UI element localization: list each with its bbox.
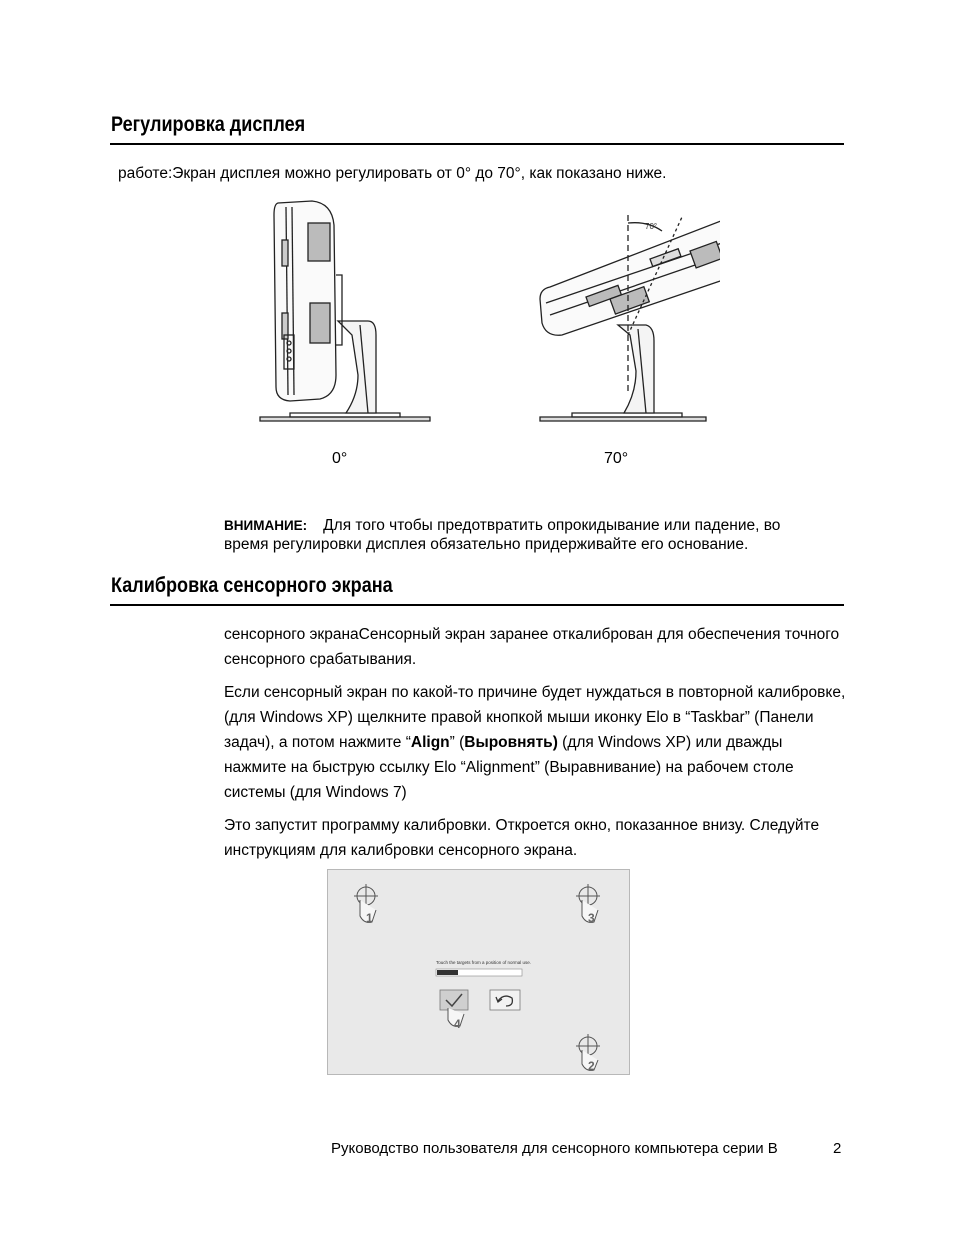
angle-label: 70° [645,222,658,231]
paragraph-recalibration: Если сенсорный экран по какой-то причине будет нуждаться в повторной калибровке, (для Windows XP) щелкните правой кнопкой мыши иконку Elo в “Taskbar” (Панели задач), а потом нажмите “Align” (Выровнять) (для Windows XP) или дважды нажмите на быструю ссылку Elo “Alignment” (Выравнивание) на рабочем столе системы (для Windows 7) [224,684,846,801]
page-number: 2 [833,1140,842,1157]
warning-block [224,516,854,554]
warning-line-1: Для того чтобы предотвратить опрокидывание или падение, во [323,517,781,534]
section-heading-touchscreen-calibration: Калибровка сенсорного экрана [111,574,393,597]
align-term-ru: Выровнять) [464,734,558,751]
section-heading-display-adjustment: Регулировка дисплея [111,113,306,136]
intro-text: работе:Экран дисплея можно регулировать от 0° до 70°, как показано ниже. [118,165,667,182]
monitor-70-degree-drawing [540,215,720,421]
calibration-text [224,622,849,863]
calibration-instruction: Touch the targets from a position of normal use. [436,960,532,965]
target-2-label: 2 [588,1059,595,1073]
progress-fill [437,970,458,975]
paragraph-preset: сенсорного экранаСенсорный экран заранее откалиброван для обеспечения точного сенсорного срабатывания. [224,626,840,668]
paragraph-launch: Это запустит программу калибровки. Откроется окно, показанное внизу. Следуйте инструкциям для калибровки сенсорного экрана. [224,817,820,859]
caption-70-degree: 70° [604,450,629,467]
heading-rule [110,143,844,145]
warning-line-2: время регулировки дисплея обязательно придерживайте его основание. [224,536,749,553]
footer-title: Руководство пользователя для сенсорного компьютера серии B [331,1140,778,1157]
calibration-graphic [328,870,629,1074]
confirm-button [440,990,468,1010]
warning-label: ВНИМАНИЕ: [224,518,308,533]
align-term: Align [410,734,450,751]
target-1-label: 1 [366,911,373,925]
monitor-0-degree-drawing [260,201,430,421]
caption-0-degree: 0° [332,450,348,467]
undo-button [490,990,520,1010]
tilt-figure [250,195,720,435]
target-3-label: 3 [588,911,595,925]
target-4-label: 4 [454,1017,461,1031]
heading-rule-2 [110,604,844,606]
calibration-window [327,869,630,1075]
